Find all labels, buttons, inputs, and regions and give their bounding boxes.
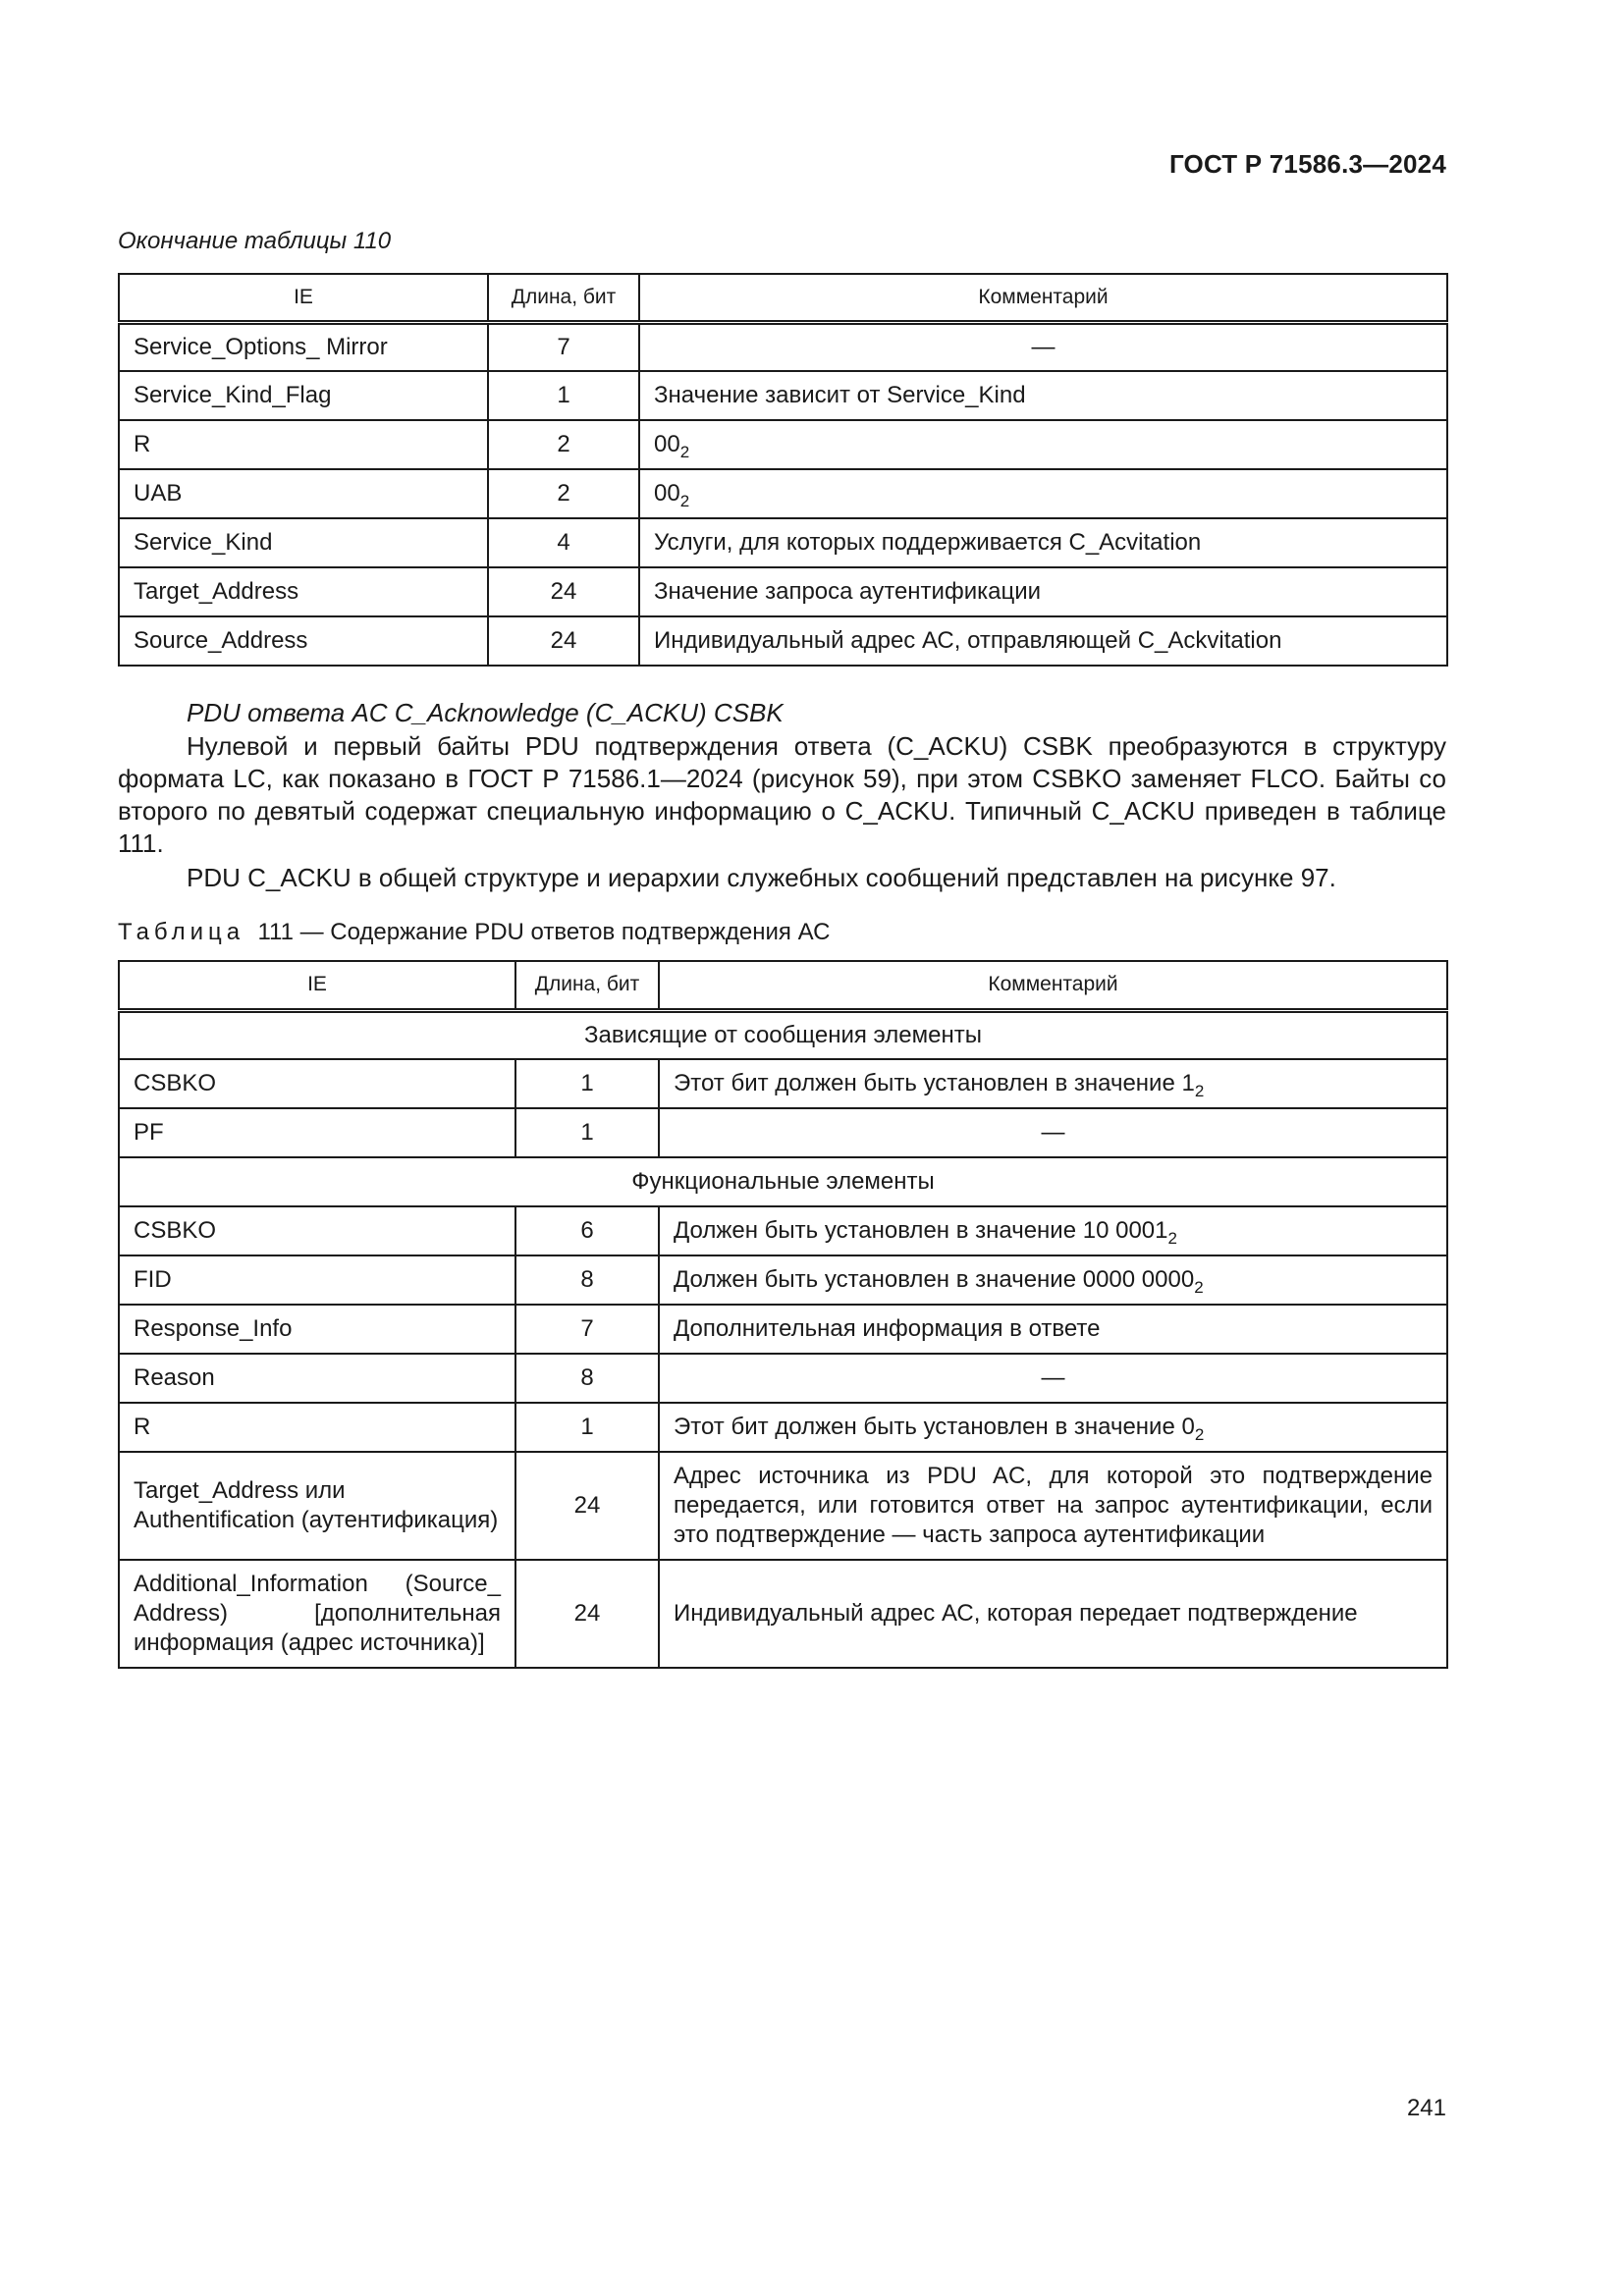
column-header-ie: IE <box>119 274 488 322</box>
comment-text: Этот бит должен быть установлен в значение 1 <box>674 1070 1195 1096</box>
cell-length: 8 <box>515 1255 659 1305</box>
table-row <box>119 1403 1447 1452</box>
cell-comment: — <box>659 1108 1447 1157</box>
column-header-ie: IE <box>119 961 515 1010</box>
cell-comment: Индивидуальный адрес АС, отправляющей C_Ackvitation <box>639 616 1447 666</box>
table-row <box>119 1255 1447 1305</box>
cell-length: 6 <box>515 1206 659 1255</box>
table-row <box>119 616 1447 666</box>
caption-text: 111 — Содержание PDU ответов подтверждения АС <box>257 919 831 945</box>
cell-comment: — <box>659 1354 1447 1403</box>
cell-length: 7 <box>488 322 639 371</box>
cell-ie: CSBKO <box>119 1059 515 1108</box>
cell-length: 1 <box>515 1108 659 1157</box>
cell-ie: UAB <box>119 469 488 518</box>
cell-comment <box>659 1255 1447 1305</box>
table-111 <box>118 960 1448 1669</box>
table-row <box>119 469 1447 518</box>
section-row <box>119 1157 1447 1206</box>
comment-text: 00 <box>654 431 680 457</box>
table-header-row <box>119 961 1447 1010</box>
cell-ie: Service_Kind_Flag <box>119 371 488 420</box>
table-row <box>119 1452 1447 1560</box>
comment-text: Должен быть установлен в значение 0000 0000 <box>674 1266 1195 1293</box>
cell-comment <box>659 1059 1447 1108</box>
cell-comment: Индивидуальный адрес АС, которая передает подтверждение <box>659 1560 1447 1668</box>
cell-comment: — <box>639 322 1447 371</box>
subscript: 2 <box>1194 1082 1205 1100</box>
cell-ie: Reason <box>119 1354 515 1403</box>
cell-ie: Target_Address или Authentification (аутентификация) <box>119 1452 515 1560</box>
cell-comment <box>639 420 1447 469</box>
cell-ie: PF <box>119 1108 515 1157</box>
subscript: 2 <box>1194 1425 1205 1444</box>
cell-comment: Адрес источника из PDU AC, для которой это подтверждение передается, или готовится ответ на запрос аутентификации, если это подтверждение — часть запроса аутентификации <box>659 1452 1447 1560</box>
comment-text: 00 <box>654 480 680 507</box>
table-row <box>119 371 1447 420</box>
table-110-caption: Окончание таблицы 110 <box>118 228 392 254</box>
document-header: ГОСТ Р 71586.3—2024 <box>1168 149 1446 179</box>
cell-ie: FID <box>119 1255 515 1305</box>
cell-length: 4 <box>488 518 639 567</box>
paragraph-2: PDU C_ACKU в общей структуре и иерархии служебных сообщений представлен на рисунке 97. <box>187 863 1336 892</box>
cell-ie: Source_Address <box>119 616 488 666</box>
cell-length: 24 <box>488 616 639 666</box>
cell-ie: R <box>119 420 488 469</box>
section-heading: Функциональные элементы <box>119 1157 1447 1206</box>
cell-length: 1 <box>515 1059 659 1108</box>
cell-comment: Значение зависит от Service_Kind <box>639 371 1447 420</box>
cell-length: 24 <box>515 1452 659 1560</box>
cell-length: 2 <box>488 469 639 518</box>
subscript: 2 <box>679 492 690 510</box>
column-header-comment: Комментарий <box>639 274 1447 322</box>
cell-length: 24 <box>488 567 639 616</box>
table-row <box>119 518 1447 567</box>
table-111-caption <box>118 919 830 946</box>
cell-comment <box>659 1403 1447 1452</box>
cell-comment: Дополнительная информация в ответе <box>659 1305 1447 1354</box>
cell-ie: Service_Kind <box>119 518 488 567</box>
section-row <box>119 1010 1447 1059</box>
cell-length: 7 <box>515 1305 659 1354</box>
table-row <box>119 1059 1447 1108</box>
column-header-length: Длина, бит <box>488 274 639 322</box>
subscript: 2 <box>679 443 690 461</box>
table-row <box>119 1305 1447 1354</box>
cell-length: 2 <box>488 420 639 469</box>
cell-comment: Значение запроса аутентификации <box>639 567 1447 616</box>
table-row <box>119 567 1447 616</box>
cell-ie: R <box>119 1403 515 1452</box>
cell-length: 24 <box>515 1560 659 1668</box>
table-header-row <box>119 274 1447 322</box>
subscript: 2 <box>1194 1278 1204 1297</box>
table-row <box>119 1354 1447 1403</box>
cell-length: 8 <box>515 1354 659 1403</box>
table-row <box>119 420 1447 469</box>
caption-prefix: Таблица <box>118 919 245 945</box>
table-row <box>119 1108 1447 1157</box>
page-number: 241 <box>1406 2095 1446 2121</box>
subscript: 2 <box>1167 1229 1177 1248</box>
cell-ie: Service_Options_ Mirror <box>119 322 488 371</box>
table-row <box>119 1560 1447 1668</box>
cell-comment <box>639 469 1447 518</box>
cell-ie: Response_Info <box>119 1305 515 1354</box>
cell-ie: CSBKO <box>119 1206 515 1255</box>
table-row <box>119 322 1447 371</box>
comment-text: Этот бит должен быть установлен в значение 0 <box>674 1414 1195 1440</box>
comment-text: Должен быть установлен в значение 10 0001 <box>674 1217 1168 1244</box>
cell-ie: Additional_Information (Source_ Address) [дополнительная информация (адрес источника)] <box>119 1560 515 1668</box>
column-header-length: Длина, бит <box>515 961 659 1010</box>
cell-comment <box>659 1206 1447 1255</box>
paragraph-1: Нулевой и первый байты PDU подтверждения ответа (C_ACKU) CSBK преобразуются в структуру формата LC, как показано в ГОСТ Р 71586.1—2024 (рисунок 59), при этом CSBKO заменяет FLCO. Байты со второго по девятый содержат специальную информацию о C_ACKU. Типичный C_ACKU приведен в таблице 111. <box>118 731 1446 858</box>
cell-comment: Услуги, для которых поддерживается C_Acvitation <box>639 518 1447 567</box>
table-110 <box>118 273 1448 667</box>
cell-length: 1 <box>515 1403 659 1452</box>
cell-ie: Target_Address <box>119 567 488 616</box>
table-row <box>119 1206 1447 1255</box>
cell-length: 1 <box>488 371 639 420</box>
section-heading: Зависящие от сообщения элементы <box>119 1010 1447 1059</box>
pdu-section-title: PDU ответа AC C_Acknowledge (C_ACKU) CSBK <box>187 698 784 727</box>
column-header-comment: Комментарий <box>659 961 1447 1010</box>
